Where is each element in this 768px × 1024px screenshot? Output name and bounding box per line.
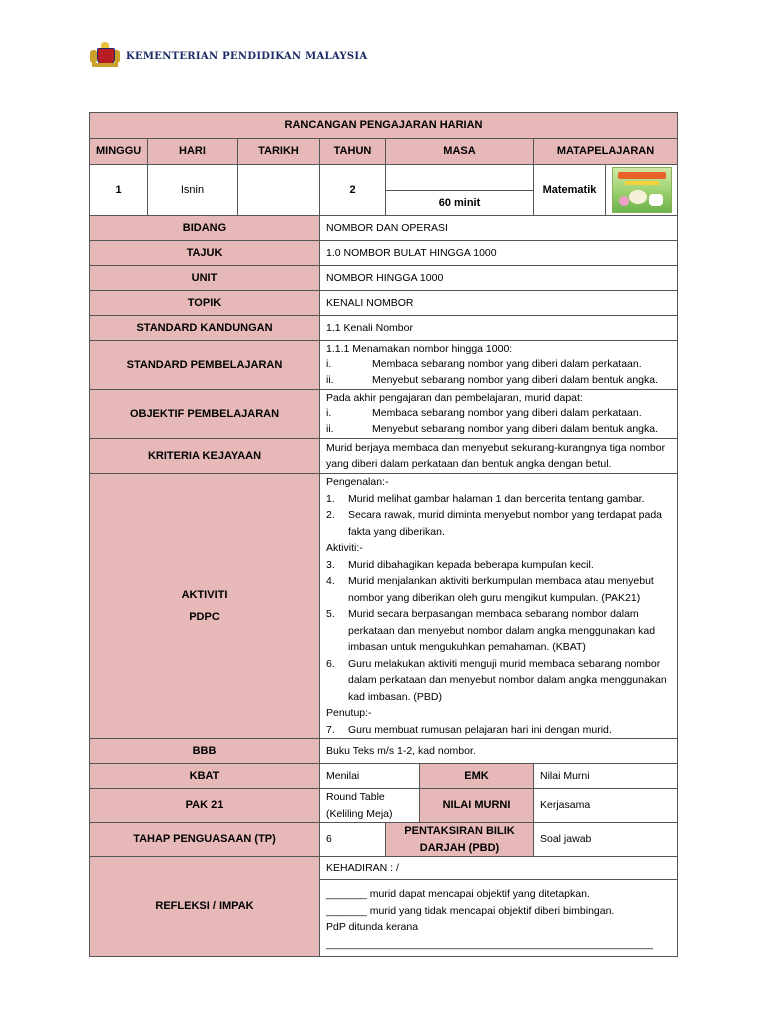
step-text-6: Guru melakukan aktiviti menguji murid membaca sebarang nombor dalam perkataan dan menyebut nombor dalam angka menggunakan kad imbasan. (PBD) <box>348 657 667 703</box>
bidang-row <box>90 216 678 241</box>
pbd-label: PENTAKSIRAN BILIK DARJAH (PBD) <box>386 823 534 857</box>
op-num-2: ii. <box>326 422 334 435</box>
refleksi-row <box>90 857 678 957</box>
sp-row <box>90 341 678 390</box>
tarikh-value <box>238 165 320 216</box>
sp-value <box>320 341 678 390</box>
nilai-label: NILAI MURNI <box>420 789 534 823</box>
step-num-2: 2. <box>326 509 335 521</box>
step-text-5: Murid secara berpasangan membaca sebarang nombor dalam perkataan dan menyebut nombor dalam angka menggunakan kad imbasan untuk mengukuhkan pemahaman. (KBAT) <box>348 608 656 653</box>
pak21-row <box>90 789 678 823</box>
tp-row <box>90 823 678 857</box>
sp-intro: 1.1.1 Menamakan nombor hingga 1000: <box>326 342 513 355</box>
refleksi-label: REFLEKSI / IMPAK <box>90 857 320 957</box>
bbb-row <box>90 739 678 764</box>
pdpc-label: PDPC <box>189 611 220 623</box>
lesson-plan-table <box>89 112 678 957</box>
sp-num-2: ii. <box>326 373 334 386</box>
kbat-label: KBAT <box>90 764 320 789</box>
unit-value: NOMBOR HINGGA 1000 <box>320 266 678 291</box>
sp-num-1: i. <box>326 358 332 371</box>
kehadiran: KEHADIRAN : / <box>320 857 677 880</box>
ministry-name: KEMENTERIAN PENDIDIKAN MALAYSIA <box>126 50 368 62</box>
refleksi-line-3: PdP ditunda kerana ________________________________________________________ <box>326 921 654 950</box>
plan-title: RANCANGAN PENGAJARAN HARIAN <box>90 113 678 139</box>
penutup-head: Penutup:- <box>326 707 372 719</box>
sp-text-2: Menyebut sebarang nombor yang diberi dalam bentuk angka. <box>372 373 659 386</box>
kbat-row <box>90 764 678 789</box>
op-intro: Pada akhir pengajaran dan pembelajaran, murid dapat: <box>326 391 583 404</box>
info-row <box>90 165 678 216</box>
sp-text-1: Membaca sebarang nombor yang diberi dalam perkataan. <box>372 358 642 371</box>
ministry-header <box>90 44 367 68</box>
topik-row <box>90 291 678 316</box>
col-hari: HARI <box>148 139 238 165</box>
topik-label: TOPIK <box>90 291 320 316</box>
nilai-value: Kerjasama <box>534 789 678 823</box>
emk-value: Nilai Murni <box>534 764 678 789</box>
op-text-2: Menyebut sebarang nombor yang diberi dalam bentuk angka. <box>372 422 659 435</box>
col-masa: MASA <box>386 139 534 165</box>
sk-label: STANDARD KANDUNGAN <box>90 316 320 341</box>
op-value <box>320 390 678 439</box>
tahun-value: 2 <box>320 165 386 216</box>
op-row <box>90 390 678 439</box>
tajuk-row <box>90 241 678 266</box>
refleksi-value <box>320 857 678 957</box>
step-num-7: 7. <box>326 723 335 736</box>
refleksi-line-1: _______ murid dapat mencapai objektif yang ditetapkan. <box>326 888 590 900</box>
kk-value: Murid berjaya membaca dan menyebut sekurang-kurangnya tiga nombor yang diberi dalam perkataan dan bentuk angka dengan betul. <box>320 439 678 474</box>
pengenalan-head: Pengenalan:- <box>326 476 389 488</box>
sk-value: 1.1 Kenali Nombor <box>320 316 678 341</box>
step-text-2: Secara rawak, murid diminta menyebut nombor yang terdapat pada fakta yang diberikan. <box>348 509 663 538</box>
op-num-1: i. <box>326 407 332 420</box>
masa-cell <box>386 165 534 216</box>
sp-label: STANDARD PEMBELAJARAN <box>90 341 320 390</box>
aktiviti-head: Aktiviti:- <box>326 542 363 554</box>
op-label: OBJEKTIF PEMBELAJARAN <box>90 390 320 439</box>
textbook-cover <box>606 165 678 216</box>
masa-value: 60 minit <box>438 196 481 209</box>
step-num-3: 3. <box>326 558 335 571</box>
kk-label: KRITERIA KEJAYAAN <box>90 439 320 474</box>
malaysia-crest-icon <box>90 44 120 68</box>
step-num-6: 6. <box>326 657 335 670</box>
bbb-value: Buku Teks m/s 1-2, kad nombor. <box>320 739 678 764</box>
tp-label: TAHAP PENGUASAAN (TP) <box>90 823 320 857</box>
unit-row <box>90 266 678 291</box>
step-text-3: Murid dibahagikan kepada beberapa kumpulan kecil. <box>348 558 594 571</box>
bidang-value: NOMBOR DAN OPERASI <box>320 216 678 241</box>
tajuk-label: TAJUK <box>90 241 320 266</box>
tajuk-value: 1.0 NOMBOR BULAT HINGGA 1000 <box>320 241 678 266</box>
step-num-5: 5. <box>326 608 335 620</box>
title-row <box>90 113 678 139</box>
bidang-label: BIDANG <box>90 216 320 241</box>
pbd-value: Soal jawab <box>534 823 678 857</box>
step-text-1: Murid melihat gambar halaman 1 dan bercerita tentang gambar. <box>348 492 645 505</box>
kk-row <box>90 439 678 474</box>
col-matapelajaran: MATAPELAJARAN <box>534 139 678 165</box>
unit-label: UNIT <box>90 266 320 291</box>
sk-row <box>90 316 678 341</box>
aktiviti-label-cell <box>90 474 320 739</box>
pak21-label: PAK 21 <box>90 789 320 823</box>
step-text-7: Guru membuat rumusan pelajaran hari ini dengan murid. <box>348 723 612 736</box>
step-num-4: 4. <box>326 575 335 587</box>
bbb-label: BBB <box>90 739 320 764</box>
topik-value: KENALI NOMBOR <box>320 291 678 316</box>
column-header-row <box>90 139 678 165</box>
tp-value: 6 <box>320 823 386 857</box>
col-minggu: MINGGU <box>90 139 148 165</box>
aktiviti-label: AKTIVITI <box>181 588 228 601</box>
step-num-1: 1. <box>326 492 335 505</box>
matapelajaran-value: Matematik <box>534 165 606 216</box>
textbook-cover-image <box>612 167 672 213</box>
col-tarikh: TARIKH <box>238 139 320 165</box>
hari-value: Isnin <box>148 165 238 216</box>
pak21-value: Round Table (Keliling Meja) <box>320 789 420 823</box>
aktiviti-value <box>320 474 678 739</box>
minggu-value: 1 <box>90 165 148 216</box>
emk-label: EMK <box>420 764 534 789</box>
col-tahun: TAHUN <box>320 139 386 165</box>
refleksi-line-2: _______ murid yang tidak mencapai objektif diberi bimbingan. <box>326 904 615 917</box>
kbat-value: Menilai <box>320 764 420 789</box>
aktiviti-row <box>90 474 678 739</box>
op-text-1: Membaca sebarang nombor yang diberi dalam perkataan. <box>372 407 642 420</box>
step-text-4: Murid menjalankan aktiviti berkumpulan membaca atau menyebut nombor yang diberikan oleh guru mengikut kumpulan. (PAK21) <box>348 575 654 604</box>
